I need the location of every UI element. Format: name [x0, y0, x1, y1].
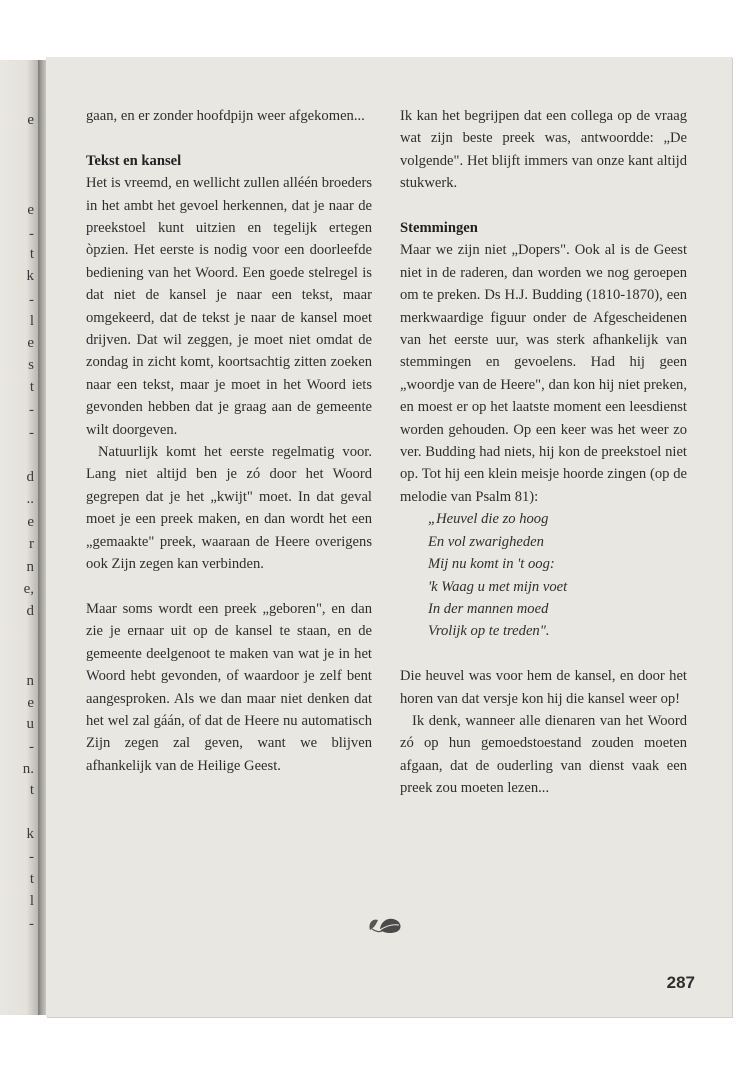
left-fragment: n.	[22, 761, 34, 777]
page-number: 287	[666, 973, 695, 992]
left-fragment: ..	[26, 491, 34, 507]
left-fragment: e	[27, 112, 34, 128]
left-fragment: t	[29, 871, 34, 887]
paragraph: Natuurlijk komt het eerste regelmatig voor. Lang niet altijd ben je zó door het Woord gegrepen dat je het „kwijt" moet. In dat geval moet je een preek maken, en dan wordt het een „gemaakte" preek, waaraan de Heere overigens ook Zijn zegen kan verbinden.	[86, 444, 372, 573]
left-fragment: e	[27, 514, 34, 530]
poem-line: In der mannen moed	[428, 600, 549, 617]
section-heading: Stemmingen	[400, 220, 478, 237]
poem-quote	[400, 508, 687, 642]
left-fragment: e,	[23, 581, 34, 597]
left-fragment: -	[29, 916, 34, 932]
left-fragment: -	[29, 849, 34, 865]
left-fragment: s	[28, 357, 34, 373]
left-fragment: r	[29, 536, 34, 552]
paragraph: Het is vreemd, en wellicht zullen alléén broeders in het ambt het gevoel herkennen, dat je naar de preekstoel kunt uitzien en tegelijk ertegen òpzien. Het eerste is nodig voor een doorleefde bediening van het Woord. Een goede stelregel is dat niet de kansel je naar een tekst, maar omgekeerd, dat de tekst je naar de kansel moet drijven. Dat wil zeggen, je moet niet omdat de zondag in zicht komt, koortsachtig zitten zoeken naar een tekst, maar je moet in het Woord iets gevonden hebben dat je graag aan de gemeente wilt doorgeven.	[86, 175, 372, 438]
left-fragment: t	[29, 379, 34, 395]
left-fragment: k	[26, 268, 34, 284]
poem-line: Mij nu komt in 't oog:	[428, 556, 555, 573]
poem-line: En vol zwarigheden	[428, 533, 544, 550]
left-fragment: t	[29, 782, 34, 798]
left-fragment: l	[29, 893, 34, 909]
text-column-right	[400, 105, 687, 800]
section-heading: Tekst en kansel	[86, 152, 182, 169]
left-fragment: n	[26, 673, 34, 689]
left-fragment: d	[26, 469, 34, 485]
paragraph: Die heuvel was voor hem de kansel, en door het horen van dat versje kon hij die kansel weer op!	[400, 668, 687, 707]
left-fragment: e	[27, 202, 34, 218]
leaf-ornament-icon	[366, 912, 406, 936]
left-fragment: e	[27, 335, 34, 351]
paragraph: Maar soms wordt een preek „geboren", en dan zie je ernaar uit op de kansel te staan, en de gemeente deelgenoot te maken van wat je in het Woord hebt gevonden, of waardoor je zelf bent aangesproken. Als we dan maar niet denken dat het wel zal gáán, of dat de Heere nu automatisch Zijn zegen zal geven, want we blijven afhankelijk van de Heilige Geest.	[86, 600, 372, 774]
left-fragment: -	[29, 402, 34, 418]
paragraph: Ik denk, wanneer alle dienaren van het Woord zó op hun gemoedstoestand zouden moeten afgaan, dat de ouderling van dienst vaak een preek zou moeten lezen...	[400, 712, 687, 797]
left-fragment: l	[29, 313, 34, 329]
left-fragment: d	[26, 603, 34, 619]
left-page-edge	[0, 60, 38, 1015]
left-fragment: e	[27, 695, 34, 711]
left-fragment: -	[29, 425, 34, 441]
left-fragment: -	[29, 226, 34, 242]
left-fragment: -	[29, 292, 34, 308]
poem-line: 'k Waag u met mijn voet	[428, 578, 568, 595]
left-fragment: k	[26, 826, 34, 842]
poem-line: „Heuvel die zo hoog	[428, 511, 549, 528]
text-column-left	[86, 105, 372, 777]
left-fragment: t	[29, 246, 34, 262]
left-fragment: -	[29, 739, 34, 755]
paragraph: Maar we zijn niet „Dopers". Ook al is de Geest niet in de raderen, dan worden we nog geroepen om te preken. Ds H.J. Budding (1810-1870), een merkwaardige figuur onder de Afgescheidenen van het eerste uur, was sterk afhankelijk van stemmingen en gevoelens. Had hij geen „woordje van de Heere", dan kon hij niet preken, en moest er op het laatste moment een leesdienst worden gehouden. Op een keer was het weer zo ver. Budding had niets, hij kon de preekstoel niet op. Tot hij een klein meisje hoorde zingen (op de melodie van Psalm 81):	[400, 242, 687, 505]
book-page	[46, 57, 732, 1017]
paragraph: Ik kan het begrijpen dat een collega op de vraag wat zijn beste preek was, antwoordde: „De volgende". Het blijft immers van onze kant altijd stukwerk.	[400, 108, 687, 192]
poem-line: Vrolijk op te treden".	[428, 623, 550, 640]
left-fragment: n	[26, 559, 34, 575]
paragraph: gaan, en er zonder hoofdpijn weer afgekomen...	[86, 108, 365, 124]
left-fragment: u	[26, 716, 34, 732]
